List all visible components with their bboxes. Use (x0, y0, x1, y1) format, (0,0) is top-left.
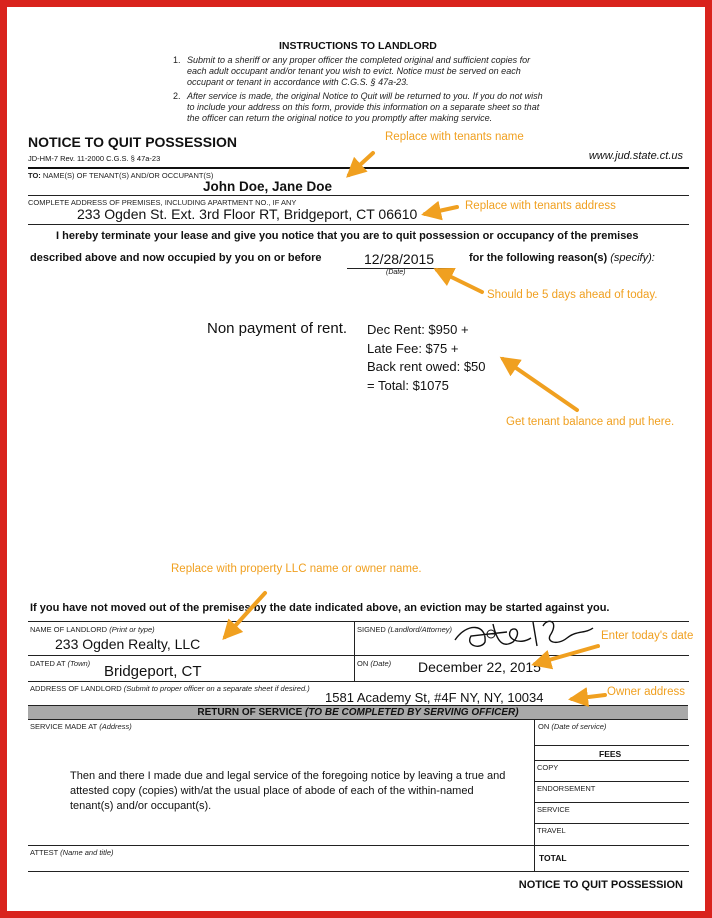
form-revision: JD-HM-7 Rev. 11-2000 C.G.S. § 47a-23 (28, 154, 161, 163)
arrow-icon (572, 695, 605, 699)
quit-date-value[interactable]: 12/28/2015 (364, 251, 435, 267)
instruction-item-2: 2. After service is made, the original Notice to Quit will be returned to you. If you do not wish to include your address on this form, provide this information on a separate sheet so that the officer can return the original notice to you promptly after making service. (173, 91, 543, 123)
date-caption: (Date) (386, 269, 406, 276)
address-value[interactable]: 233 Ogden St. Ext. 3rd Floor RT, Bridgeport, CT 06610 (77, 206, 418, 222)
arrow-icon (425, 207, 457, 214)
signed-label: SIGNED (Landlord/Attorney) (357, 625, 453, 634)
reason-main[interactable]: Non payment of rent. (207, 320, 348, 337)
statement-line-2a: described above and now occupied by you on or before (30, 252, 322, 264)
instruction-item-1: 1. Submit to a sheriff or any proper officer the completed original and sufficient copies for each adult occupant and/or tenant you wish to evict. Notice must be served on each occupant or tenant in accordance with C.G.S. § 47a-23. (173, 55, 531, 87)
fee-service: SERVICE (537, 805, 570, 814)
annotation-arrows (7, 7, 705, 911)
reason-line: Late Fee: $75 + (367, 340, 459, 356)
on-label: ON (Date) (357, 659, 392, 668)
return-of-service-bar: RETURN OF SERVICE (TO BE COMPLETED BY SERVING OFFICER) (28, 705, 688, 720)
on-value[interactable]: December 22, 2015 (418, 659, 541, 675)
form-title: NOTICE TO QUIT POSSESSION (28, 134, 237, 150)
dated-label: DATED AT (Town) (30, 659, 91, 668)
annotation-tenants-name: Replace with tenants name (385, 131, 524, 143)
annotation-owner-name: Replace with property LLC name or owner name. (171, 563, 422, 575)
dated-value[interactable]: Bridgeport, CT (104, 663, 202, 680)
arrow-icon (349, 153, 373, 175)
arrow-icon (535, 646, 598, 664)
tenants-value[interactable]: John Doe, Jane Doe (203, 179, 333, 194)
reason-line: Back rent owed: $50 (367, 359, 486, 374)
arrow-icon (437, 270, 482, 292)
eviction-warning: If you have not moved out of the premises by the date indicated above, an eviction may be started against you. (30, 602, 610, 614)
fee-copy: COPY (537, 763, 559, 772)
service-paragraph: Then and there I made due and legal service of the foregoing notice by leaving a true and attested copy (copies) with/at the usual place of abode of each of the within-named tenant(s) and/or occupant(s). (70, 770, 506, 812)
annotation-tenants-address: Replace with tenants address (465, 200, 616, 212)
instructions-title: INSTRUCTIONS TO LANDLORD (279, 40, 437, 52)
notice-page (7, 7, 705, 911)
annotation-balance: Get tenant balance and put here. (506, 416, 675, 428)
reason-line: Dec Rent: $950 + (367, 322, 469, 337)
tenants-label: TO: NAME(S) OF TENANT(S) AND/OR OCCUPANT(S) (28, 171, 214, 180)
statement-line-1: I hereby terminate your lease and give you notice that you are to quit possession or occupancy of the premises (56, 230, 639, 242)
arrow-icon (225, 593, 265, 637)
reason-line: = Total: $1075 (367, 377, 449, 393)
service-date-label: ON (Date of service) (538, 722, 607, 731)
annotation-owner-address: Owner address (607, 686, 685, 698)
annotation-five-days: Should be 5 days ahead of today. (487, 289, 658, 301)
annotation-todays-date: Enter today's date (601, 630, 694, 642)
landlord-address-value[interactable]: 1581 Academy St, #4F NY, NY, 10034 (325, 690, 544, 705)
fee-travel: TRAVEL (537, 826, 566, 835)
fee-endorsement: ENDORSEMENT (537, 784, 596, 793)
address-label: COMPLETE ADDRESS OF PREMISES, INCLUDING APARTMENT NO., IF ANY (28, 198, 297, 207)
landlord-label: NAME OF LANDLORD (Print or type) (30, 625, 155, 634)
total-label: TOTAL (539, 853, 567, 863)
footer-title: NOTICE TO QUIT POSSESSION (518, 879, 683, 891)
fees-label: FEES (599, 749, 622, 759)
website: www.jud.state.ct.us (588, 150, 683, 162)
attest-label: ATTEST (Name and title) (30, 848, 114, 857)
arrow-icon (503, 359, 577, 410)
landlord-address-label: ADDRESS OF LANDLORD (Submit to proper officer on a separate sheet if desired.) (30, 684, 310, 693)
statement-line-2b: for the following reason(s) (specify): (469, 252, 655, 264)
service-made-label: SERVICE MADE AT (Address) (30, 722, 132, 731)
landlord-value[interactable]: 233 Ogden Realty, LLC (55, 636, 201, 652)
